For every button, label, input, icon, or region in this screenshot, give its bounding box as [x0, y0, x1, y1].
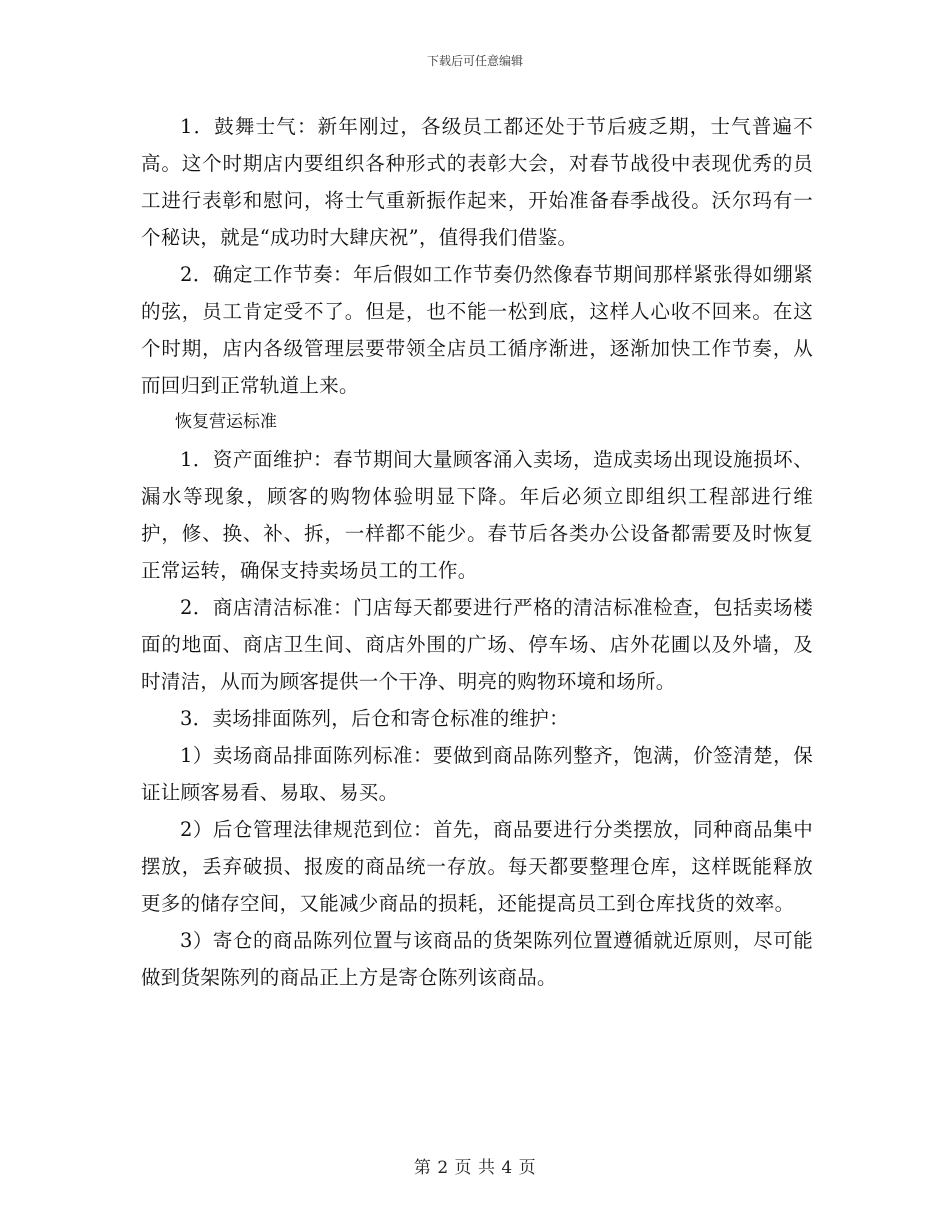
- paragraph-asset-maintenance: 1．资产面维护：春节期间大量顾客涌入卖场，造成卖场出现设施损坏、漏水等现象，顾客的购物体验明显下降。年后必须立即组织工程部进行维护，修、换、补、拆，一样都不能少。春节后各类办公设备都需要及时恢复正常运转，确保支持卖场员工的工作。: [141, 448, 813, 582]
- paragraph-cleaning-standard: 2．商店清洁标准：门店每天都要进行严格的清洁标准检查，包括卖场楼面的地面、商店卫生间、商店外围的广场、停车场、店外花圃以及外墙，及时清洁，从而为顾客提供一个干净、明亮的购物环境和场所。: [141, 596, 813, 693]
- paragraph-display-item-2: 2）后仓管理法律规范到位：首先，商品要进行分类摆放，同种商品集中摆放，丢弃破损、报废的商品统一存放。每天都要整理仓库，这样既能释放更多的储存空间，又能减少商品的损耗，还能提高员工到仓库找货的效率。: [141, 818, 813, 915]
- paragraph-display-standard-intro: 3．卖场排面陈列，后仓和寄仓标准的维护：: [180, 707, 569, 730]
- page-number-footer: 第 2 页 共 4 页: [413, 1158, 537, 1178]
- paragraph-display-item-1: 1）卖场商品排面陈列标准：要做到商品陈列整齐，饱满，价签清楚，保证让顾客易看、易取、易买。: [141, 744, 813, 804]
- section-heading-restore-standards: 恢复营运标准: [175, 412, 277, 432]
- paragraph-display-item-3: 3）寄仓的商品陈列位置与该商品的货架陈列位置遵循就近原则，尽可能做到货架陈列的商品正上方是寄仓陈列该商品。: [141, 929, 813, 989]
- document-body: [141, 108, 813, 996]
- paragraph-boost-morale: 1．鼓舞士气：新年刚过，各级员工都还处于节后疲乏期，士气普遍不高。这个时期店内要组织各种形式的表彰大会，对春节战役中表现优秀的员工进行表彰和慰问，将士气重新振作起来，开始准备春季战役。沃尔玛有一个秘诀，就是“成功时大肆庆祝”，值得我们借鉴。: [141, 115, 813, 249]
- page-header-note: 下载后可任意编辑: [426, 54, 523, 68]
- paragraph-work-rhythm: 2．确定工作节奏：年后假如工作节奏仍然像春节期间那样紧张得如绷紧的弦，员工肯定受不了。但是，也不能一松到底，这样人心收不回来。在这个时期，店内各级管理层要带领全店员工循序渐进，逐渐加快工作节奏，从而回归到正常轨道上来。: [141, 263, 813, 397]
